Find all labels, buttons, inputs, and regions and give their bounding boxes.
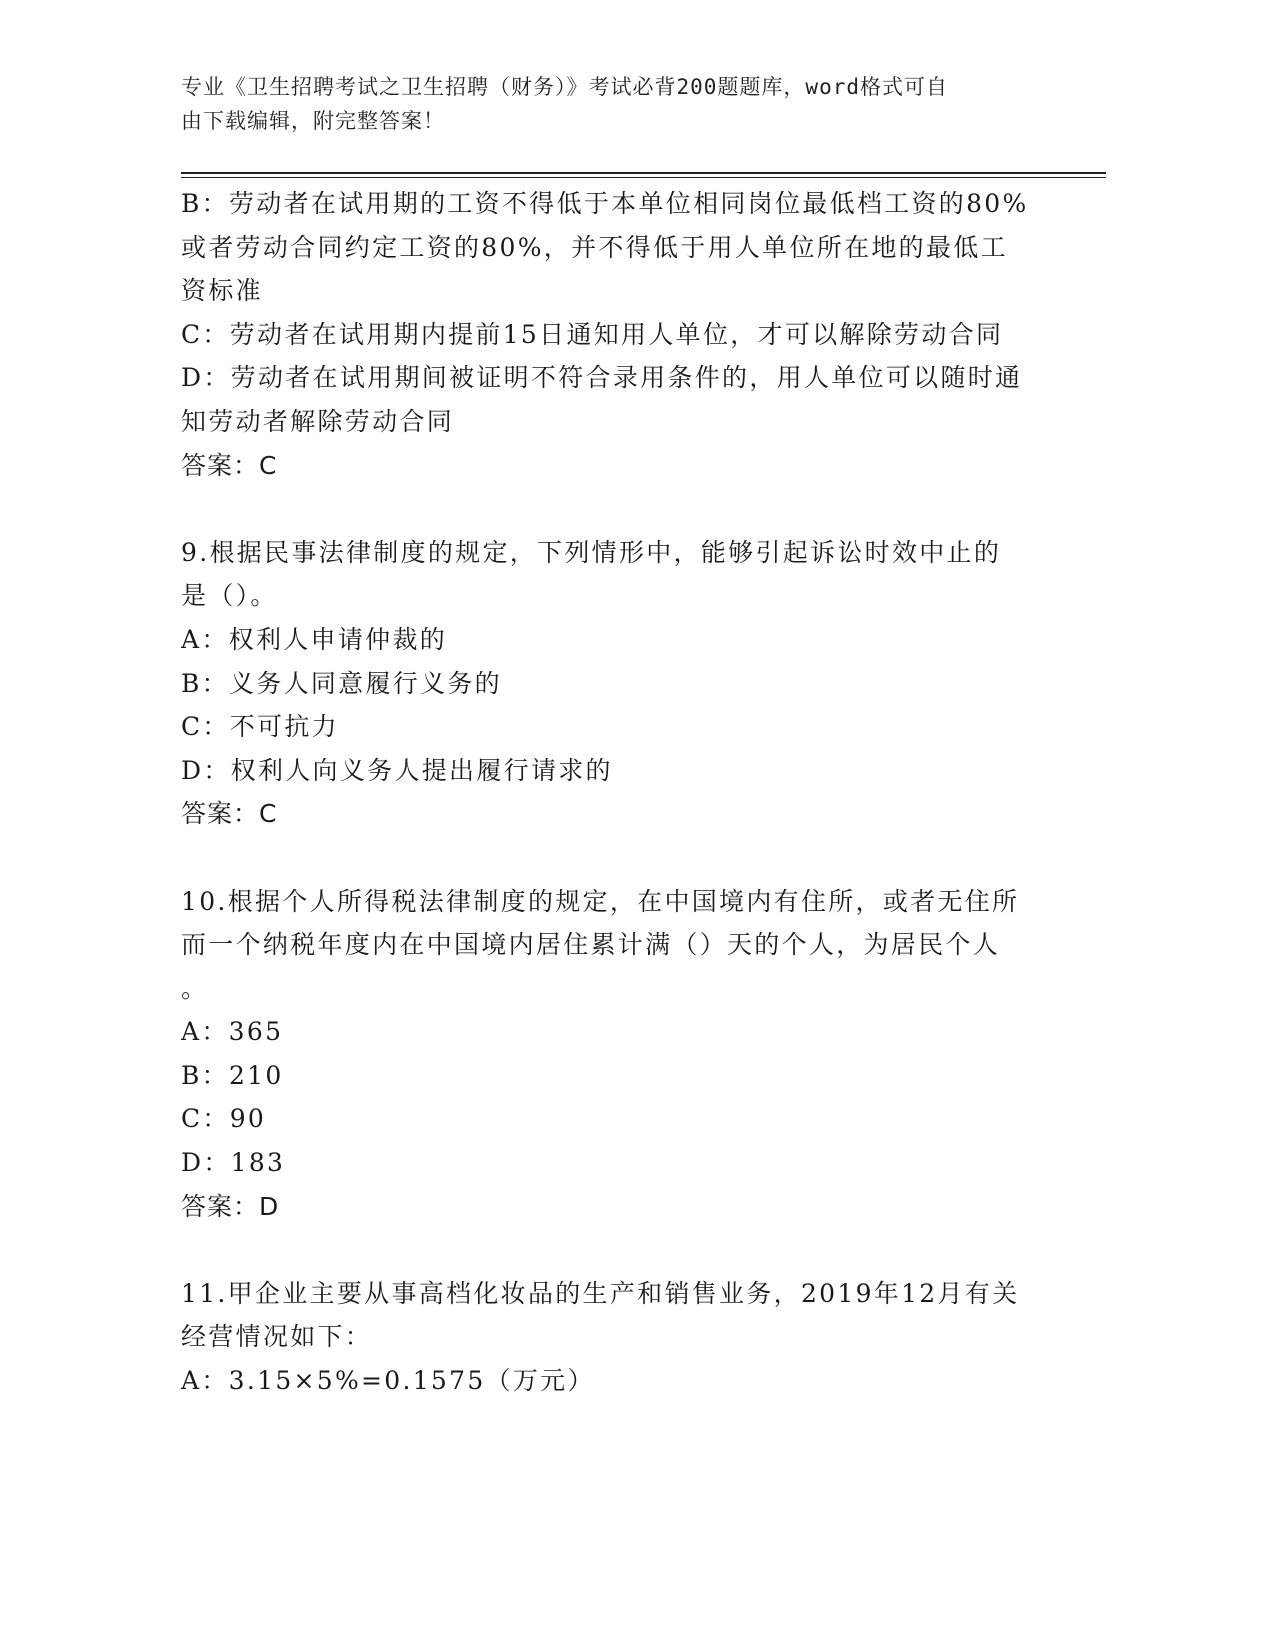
q9-option-b: B：义务人同意履行义务的	[181, 668, 502, 698]
q8-option-b-line-1: B：劳动者在试用期的工资不得低于本单位相同岗位最低档工资的80%	[181, 189, 1029, 218]
document-body	[181, 182, 1041, 1403]
question-9-block	[181, 531, 1041, 836]
q11-option-a: A：3.15×5%=0.1575（万元）	[181, 1366, 595, 1396]
q10-option-d: D：183	[181, 1148, 286, 1178]
question-8-block	[181, 182, 1041, 487]
q10-stem-line-3: 。	[181, 973, 209, 1003]
q9-option-c: C：不可抗力	[181, 712, 339, 742]
q10-answer: 答案：D	[181, 1191, 280, 1221]
spacer	[181, 1228, 1041, 1272]
question-11-block	[181, 1272, 1041, 1403]
q10-stem-line-2: 而一个纳税年度内在中国境内居住累计满（）天的个人，为居民个人	[181, 930, 1001, 960]
q11-stem-line-1: 11.甲企业主要从事高档化妆品的生产和销售业务，2019年12月有关	[181, 1278, 1020, 1308]
document-header	[181, 70, 1041, 138]
q8-option-d-line-2: 知劳动者解除劳动合同	[181, 406, 455, 436]
q9-answer: 答案：C	[181, 799, 278, 829]
q11-stem-line-2: 经营情况如下：	[181, 1322, 373, 1352]
q9-stem-line-2: 是（）。	[181, 581, 278, 611]
header-divider-thin	[181, 177, 1106, 178]
q9-stem-line-1: 9.根据民事法律制度的规定，下列情形中，能够引起诉讼时效中止的	[181, 537, 1002, 567]
q8-option-c: C：劳动者在试用期内提前15日通知用人单位，才可以解除劳动合同	[181, 319, 1004, 349]
q9-option-d: D：权利人向义务人提出履行请求的	[181, 755, 613, 785]
q10-option-a: A：365	[181, 1017, 284, 1047]
spacer	[181, 836, 1041, 880]
q9-option-a: A：权利人申请仲裁的	[181, 624, 448, 654]
q10-option-b: B：210	[181, 1060, 284, 1090]
header-line-1: 专业《卫生招聘考试之卫生招聘（财务）》考试必背200题题库，word格式可自	[181, 75, 948, 99]
q10-stem-line-1: 10.根据个人所得税法律制度的规定，在中国境内有住所，或者无住所	[181, 886, 1020, 916]
q8-option-b-line-3: 资标准	[181, 276, 263, 306]
spacer	[181, 487, 1041, 531]
question-10-block	[181, 880, 1041, 1229]
header-line-2: 由下载编辑，附完整答案！	[181, 109, 445, 133]
q8-option-b-line-2: 或者劳动合同约定工资的80%，并不得低于用人单位所在地的最低工	[181, 232, 1008, 262]
q8-answer: 答案：C	[181, 450, 278, 480]
header-divider-thick	[181, 172, 1106, 174]
q8-option-d-line-1: D：劳动者在试用期间被证明不符合录用条件的，用人单位可以随时通	[181, 363, 1023, 393]
q10-option-c: C：90	[181, 1104, 267, 1134]
